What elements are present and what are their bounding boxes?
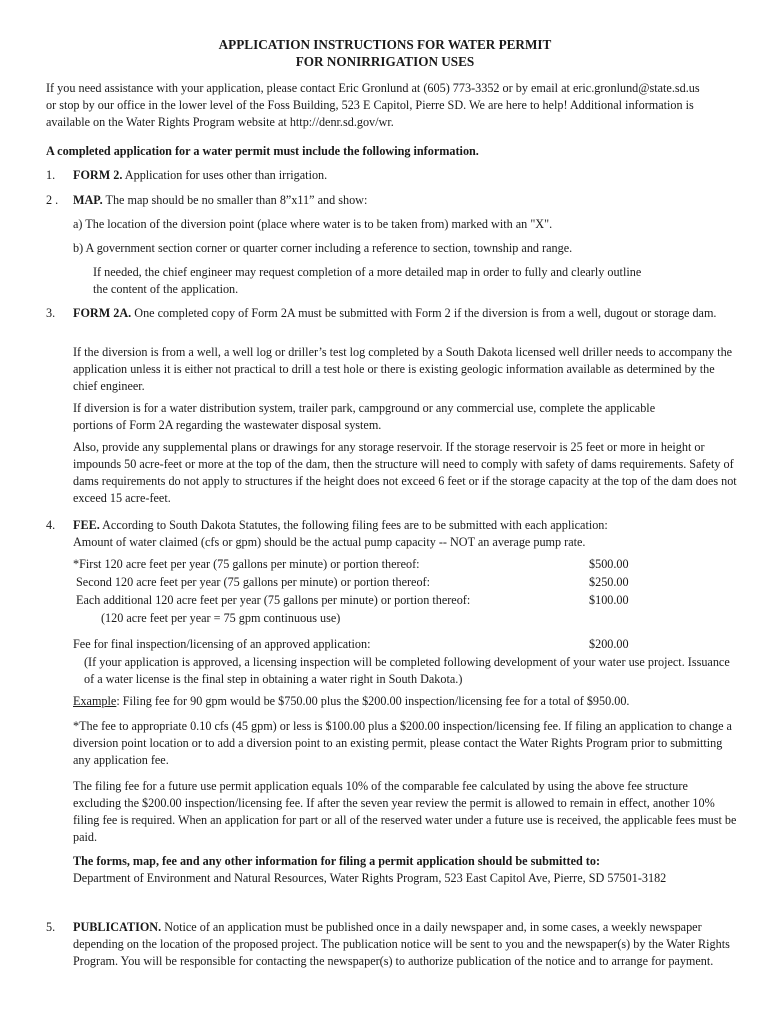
item-1-label: FORM 2. (73, 168, 123, 182)
item-2 (73, 192, 733, 209)
item-1 (73, 167, 733, 184)
fee-row-3-amount: $100.00 (589, 593, 629, 607)
item-2-sub-b: b) A government section corner or quarter corner including a reference to section, township and range. (73, 241, 573, 255)
item-2-text: The map should be no smaller than 8”x11” and show: (105, 193, 368, 207)
item-4-number: 4. (46, 518, 56, 532)
inspection-fee-amount: $200.00 (589, 637, 629, 651)
future-use-paragraph: The filing fee for a future use permit application equals 10% of the comparable fee calculated by using the above fee structure excluding the $200.00 inspection/licensing fee. If after the seven year review the permit is allowed to remain in effect, another 10% filing fee is required. When an application for part or all of the reserved water under a future use is received, the applicable fees must be paid. (73, 779, 737, 844)
item-4-text: According to South Dakota Statutes, the following filing fees are to be submitted with each application: (102, 518, 608, 532)
item-3-number: 3. (46, 306, 56, 320)
requirement-heading: A completed application for a water permit must include the following information. (46, 144, 479, 158)
example-label: Example (73, 694, 117, 708)
item-5-number: 5. (46, 920, 56, 934)
item-3-paragraph-1: If the diversion is from a well, a well log or driller’s test log completed by a South Dakota licensed well driller needs to accompany the application unless it is either not practical to drill a test hole or there is existing geologic information available as determined by the chief engineer. (73, 345, 733, 393)
item-2-label: MAP. (73, 193, 103, 207)
intro-paragraph: If you need assistance with your application, please contact Eric Gronlund at (605) 773-3352 or by email at eric.gronlund@state.sd.us or stop by our office in the lower level of the Foss Building, 523 E Capitol, Pierre SD. We are here to help! Additional information is available on the Water Rights Program website at http://denr.sd.gov/wr. (46, 81, 700, 129)
item-3-label: FORM 2A. (73, 306, 132, 320)
title-line-1: APPLICATION INSTRUCTIONS FOR WATER PERMIT (218, 37, 552, 52)
fee-row-1-label: *First 120 acre feet per year (75 gallons per minute) or portion thereof: (73, 557, 420, 571)
item-4-label: FEE. (73, 518, 100, 532)
item-1-text: Application for uses other than irrigation. (124, 168, 328, 182)
fee-example (73, 693, 738, 710)
item-5 (73, 919, 738, 970)
title-line-2: FOR NONIRRIGATION USES (295, 54, 475, 69)
fee-row-1-amount: $500.00 (589, 557, 629, 571)
item-2-sub-a: a) The location of the diversion point (place where water is to be taken from) marked with an "X". (73, 217, 553, 231)
item-3-paragraph-2: If diversion is for a water distribution system, trailer park, campground or any commercial use, complete the applicable portions of Form 2A regarding the wastewater disposal system. (73, 401, 656, 432)
item-3-text: One completed copy of Form 2A must be submitted with Form 2 if the diversion is from a well, dugout or storage dam. (134, 306, 717, 320)
fee-row-2-amount: $250.00 (589, 575, 629, 589)
item-4 (73, 517, 738, 534)
item-2-note: If needed, the chief engineer may request completion of a more detailed map in order to fully and clearly outline the content of the application. (93, 265, 642, 296)
item-3 (73, 305, 738, 322)
example-text: : Filing fee for 90 gpm would be $750.00 plus the $200.00 inspection/licensing fee for a total of $950.00. (116, 694, 630, 708)
fee-row-3-label: Each additional 120 acre feet per year (75 gallons per minute) or portion thereof: (76, 593, 471, 607)
item-1-number: 1. (46, 168, 56, 182)
item-3-paragraph-3: Also, provide any supplemental plans or drawings for any storage reservoir. If the storage reservoir is 25 feet or more in height or impounds 50 acre-feet or more at the top of the dam, then the structure will need to comply with safety of dams requirements. Safety of dams requirements do not apply to structures if the height does not exceed 6 feet or if the storage capacity at the top of the dam does not exceed 15 acre-feet. (73, 440, 737, 505)
item-4-line-2: Amount of water claimed (cfs or gpm) should be the actual pump capacity -- NOT an average pump rate. (73, 535, 586, 549)
item-5-text: Notice of an application must be published once in a daily newspaper and, in some cases, a weekly newspaper depending on the location of the proposed project. The publication notice will be sent to you and the newspaper(s) by the Water Rights Program. You will be responsible for contacting the newspaper(s) to authorize publication of the notice and to arrange for payment. (73, 920, 730, 968)
fee-row-2-label: Second 120 acre feet per year (75 gallons per minute) or portion thereof: (76, 575, 430, 589)
inspection-fee-label: Fee for final inspection/licensing of an approved application: (73, 637, 371, 651)
fee-conversion-note: (120 acre feet per year = 75 gpm continuous use) (101, 611, 341, 625)
submit-address: Department of Environment and Natural Resources, Water Rights Program, 523 East Capitol Ave, Pierre, SD 57501-3182 (73, 871, 667, 885)
submit-heading: The forms, map, fee and any other information for filing a permit application should be submitted to: (73, 854, 601, 868)
small-fee-note: *The fee to appropriate 0.10 cfs (45 gpm) or less is $100.00 plus a $200.00 inspection/licensing fee. If filing an application to change a diversion point location or to add a diversion point to an existing permit, please contact the Water Rights Program prior to submitting any application fee. (73, 719, 732, 767)
item-2-number: 2 . (46, 193, 59, 207)
inspection-note: (If your application is approved, a licensing inspection will be completed following development of your water use project. Issuance of a water license is the final step in obtaining a water right in South Dakota.) (84, 655, 730, 686)
item-5-label: PUBLICATION. (73, 920, 162, 934)
